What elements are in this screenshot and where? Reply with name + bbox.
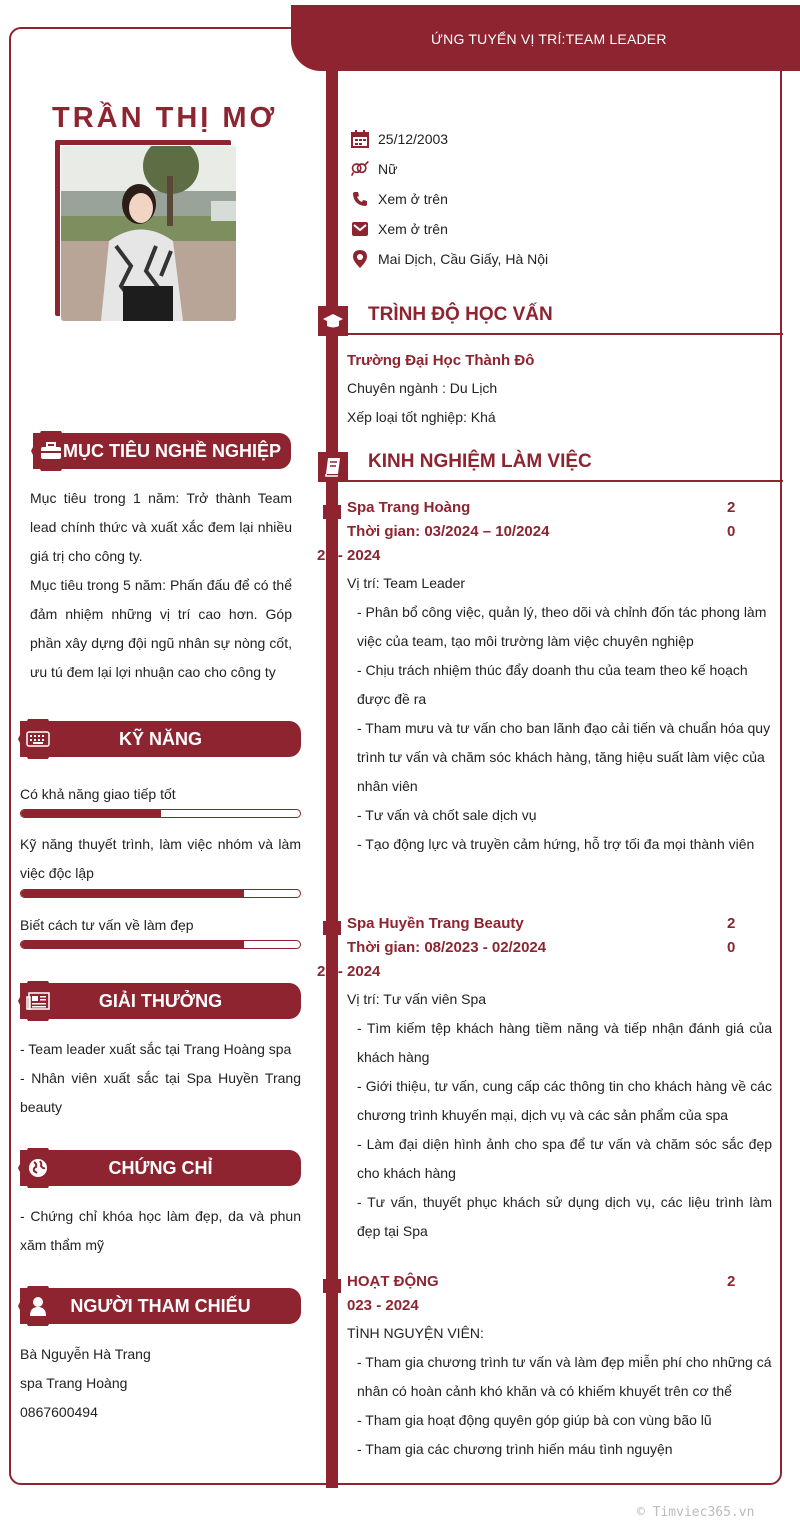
job-year-fragment: 0 <box>727 523 736 540</box>
position-tab <box>291 5 800 71</box>
job-bullet-item: - Tìm kiếm tệp khách hàng tiềm năng và tiếp nhận đánh giá của khách hàng <box>357 1020 772 1065</box>
job-bullet-item: - Làm đại diện hình ảnh cho spa để tư vấn và chăm sóc sắc đẹp cho khách hàng <box>357 1136 772 1181</box>
education-major: Chuyên ngành : Du Lịch <box>347 380 498 396</box>
job-bullet-item: - Tham mưu và tư vấn cho ban lãnh đạo cải tiến và chuẩn hóa quy trình tư vấn và chăm sóc khách hàng, tăng hiệu suất làm việc của nhân viên <box>357 720 771 794</box>
job-bullet-item: - Tư vấn, thuyết phục khách sử dụng dịch vụ, các liệu trình làm đẹp tại Spa <box>357 1194 772 1239</box>
skills-header <box>20 721 301 757</box>
job-year-line: 23 - 2024 <box>317 547 381 564</box>
activity-bullet-item: - Tham gia các chương trình hiến máu tình nguyện <box>357 1441 673 1457</box>
birthdate-value: 25/12/2003 <box>378 131 449 147</box>
gender-value: Nữ <box>378 161 398 177</box>
job-period: Thời gian: 08/2023 - 02/2024 <box>347 939 547 956</box>
candidate-name: TRẦN THỊ MƠ <box>52 102 278 134</box>
activity-role: TÌNH NGUYỆN VIÊN: <box>347 1325 484 1341</box>
activity-title: HOẠT ĐỘNG <box>347 1273 439 1290</box>
mail-icon <box>350 219 370 239</box>
skills-title: KỸ NĂNG <box>118 729 202 749</box>
experience-divider <box>338 480 783 482</box>
references-title: NGƯỜI THAM CHIẾU <box>70 1296 251 1316</box>
awards-header <box>20 983 301 1019</box>
job-bullet <box>357 1014 772 1246</box>
address-row <box>350 249 548 269</box>
skill-label: Kỹ năng thuyết trình, làm việc nhóm và làm việc độc lập <box>20 836 301 881</box>
job-year-line: 23 - 2024 <box>317 963 381 980</box>
job-company: Spa Huyền Trang Beauty <box>347 915 524 932</box>
book-icon <box>318 452 348 482</box>
phone-icon <box>350 189 370 209</box>
profile-photo <box>61 146 236 321</box>
job-year-fragment: 2 <box>727 499 736 516</box>
job-company: Spa Trang Hoàng <box>347 499 471 516</box>
awards-title: GIẢI THƯỞNG <box>98 991 223 1011</box>
job-role: Vị trí: Team Leader <box>347 575 466 591</box>
timeline-marker <box>323 921 341 935</box>
objective-header <box>33 433 291 469</box>
gender-row <box>350 159 397 179</box>
email-row <box>350 219 448 239</box>
activity-bullet-item: - Tham gia hoạt động quyên góp giúp bà con vùng bão lũ <box>357 1412 712 1428</box>
birthdate-row <box>350 129 448 149</box>
position-label: ỨNG TUYỂN VỊ TRÍ:TEAM LEADER <box>431 31 667 47</box>
education-divider <box>338 333 783 335</box>
certificates-title: CHỨNG CHỈ <box>108 1158 213 1178</box>
job-bullet-item: - Tạo động lực và truyền cảm hứng, hỗ trợ tối đa mọi thành viên <box>357 836 755 852</box>
skill-bar-fill <box>21 941 244 948</box>
timeline-marker <box>323 1279 341 1293</box>
skill-label: Biết cách tư vấn về làm đẹp <box>20 917 194 933</box>
awards-item: - Nhân viên xuất sắc tại Spa Huyền Trang beauty <box>20 1070 301 1115</box>
objective-long: Mục tiêu trong 5 năm: Phấn đấu để có thể đảm nhiệm những vị trí cao hơn. Góp phần xây dựng đội ngũ nhân sự nòng cốt, ưu tú đem lại lợi nhuận cao cho công ty <box>30 577 292 680</box>
reference-company: spa Trang Hoàng <box>20 1375 128 1391</box>
skill-label: Có khả năng giao tiếp tốt <box>20 786 176 802</box>
education-grade: Xếp loại tốt nghiệp: Khá <box>347 409 496 425</box>
activity-bullets <box>357 1348 772 1464</box>
email-value: Xem ở trên <box>378 221 448 237</box>
reference-phone: 0867600494 <box>20 1404 98 1420</box>
certificates-header <box>20 1150 301 1186</box>
education-title: TRÌNH ĐỘ HỌC VẤN <box>368 304 553 325</box>
activity-year-fragment: 2 <box>727 1273 736 1290</box>
job-year-fragment: 2 <box>727 915 736 932</box>
skill-bar <box>20 889 301 898</box>
job-bullet-item: - Chịu trách nhiệm thúc đẩy doanh thu của team theo kế hoạch được đề ra <box>357 662 748 707</box>
skill-bar <box>20 940 301 949</box>
watermark: © Timviec365.vn <box>637 1505 755 1520</box>
job-bullet-item: - Phân bổ công việc, quản lý, theo dõi và chỉnh đốn tác phong làm việc của team, tạo môi trường làm việc chuyên nghiệp <box>357 604 767 649</box>
job-bullet <box>357 598 772 859</box>
job-year-fragment: 0 <box>727 939 736 956</box>
address-value: Mai Dịch, Cầu Giấy, Hà Nội <box>378 251 549 267</box>
timeline-marker <box>323 505 341 519</box>
activity-year-line: 023 - 2024 <box>347 1297 419 1314</box>
calendar-icon <box>350 129 370 149</box>
location-icon <box>350 249 370 269</box>
skill-bar-fill <box>21 890 244 897</box>
objective-title: MỤC TIÊU NGHỀ NGHIỆP <box>62 441 281 461</box>
skill-bar-fill <box>21 810 161 817</box>
skill-bar <box>20 809 301 818</box>
objective-short: Mục tiêu trong 1 năm: Trở thành Team lead chính thức và xuất xắc đem lại nhiều giá trị cho công ty. <box>30 490 292 564</box>
experience-title: KINH NGHIỆM LÀM VIỆC <box>368 451 592 472</box>
phone-value: Xem ở trên <box>378 191 448 207</box>
reference-name: Bà Nguyễn Hà Trang <box>20 1346 151 1362</box>
timeline-spine <box>326 70 338 1488</box>
activity-bullet-item: - Tham gia chương trình tư vấn và làm đẹp miễn phí cho những cá nhân có hoàn cảnh khó khăn và có khiếm khuyết trên cơ thể <box>357 1354 772 1399</box>
references-header <box>20 1288 301 1324</box>
job-bullet-item: - Tư vấn và chốt sale dịch vụ <box>357 807 537 823</box>
phone-row <box>350 189 448 209</box>
job-bullet-item: - Giới thiệu, tư vấn, cung cấp các thông tin cho khách hàng về các chương trình khuyến mại, dịch vụ và các sản phẩm của spa <box>357 1078 772 1123</box>
gender-icon <box>350 159 370 179</box>
graduation-cap-icon <box>318 306 348 336</box>
awards-item: - Team leader xuất sắc tại Trang Hoàng spa <box>20 1041 292 1057</box>
certificate-item: - Chứng chỉ khóa học làm đẹp, da và phun xăm thẩm mỹ <box>20 1208 301 1253</box>
job-role: Vị trí: Tư vấn viên Spa <box>347 991 487 1007</box>
school-name: Trường Đại Học Thành Đô <box>347 352 535 369</box>
job-period: Thời gian: 03/2024 – 10/2024 <box>347 523 550 540</box>
